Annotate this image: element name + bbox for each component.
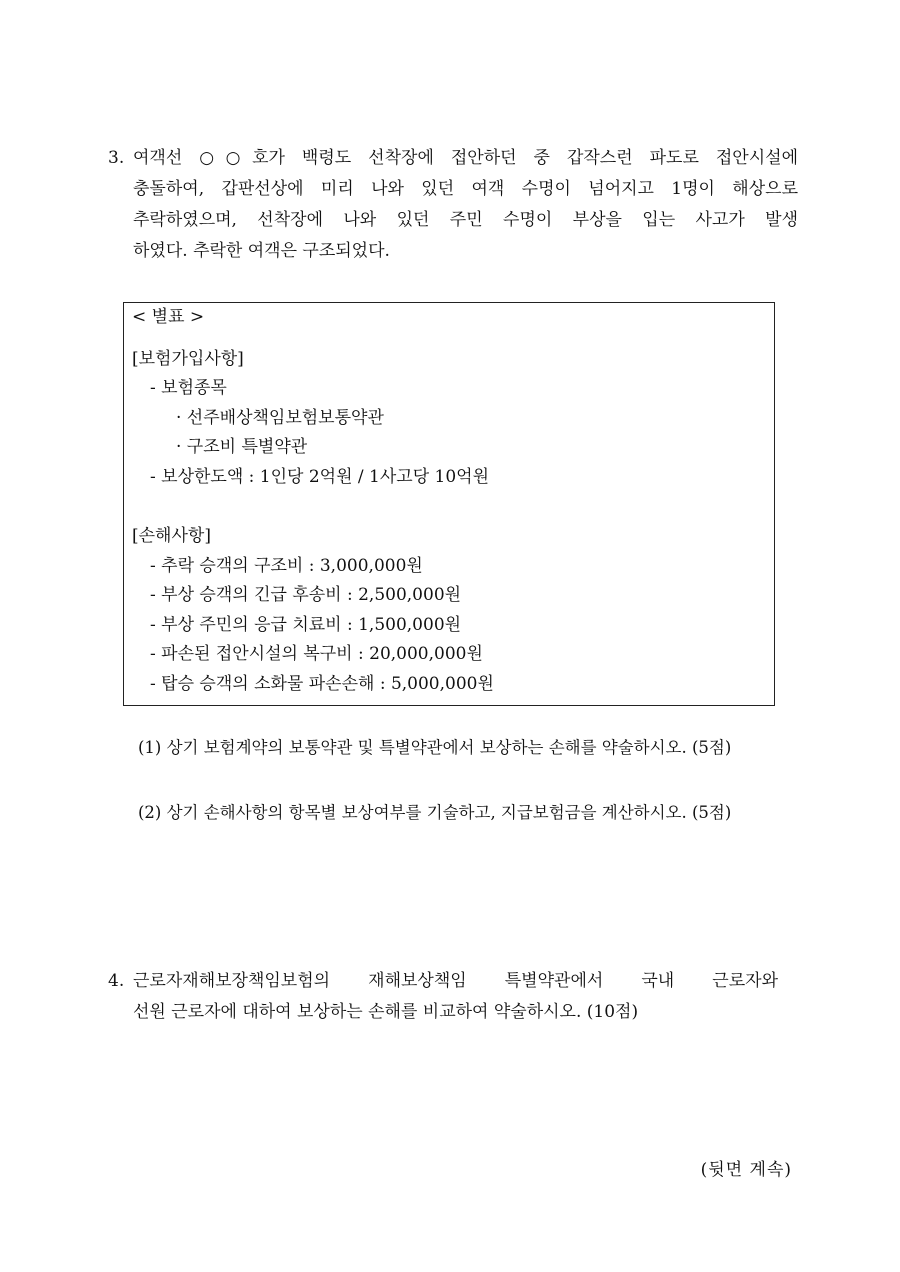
question-4 bbox=[108, 966, 778, 1028]
insurance-section-title: [보험가입사항] bbox=[132, 349, 244, 369]
coverage-limit: - 보상한도액 : 1인당 2억원 / 1사고당 10억원 bbox=[150, 467, 490, 487]
subquestion-2: (2) 상기 손해사항의 항목별 보상여부를 기술하고, 지급보험금을 계산하시오. (5점) bbox=[138, 803, 732, 822]
question-3-line bbox=[108, 174, 798, 205]
question-4-text-line-1: 근로자재해보장책임보험의 재해보상책임 특별약관에서 국내 근로자와 bbox=[133, 971, 778, 991]
damage-section-title: [손해사항] bbox=[132, 526, 211, 546]
question-3-number: 3. bbox=[108, 148, 125, 168]
question-4-text-line-2: 선원 근로자에 대하여 보상하는 손해를 비교하여 약술하시오. (10점) bbox=[133, 1002, 639, 1022]
attached-table-box bbox=[123, 302, 775, 706]
question-3-text-line-3: 추락하였으며, 선착장에 나와 있던 주민 수명이 부상을 입는 사고가 발생 bbox=[133, 210, 798, 230]
subquestion-1: (1) 상기 보험계약의 보통약관 및 특별약관에서 보상하는 손해를 약술하시오. (5점) bbox=[138, 738, 732, 757]
insurance-item: · 구조비 특별약관 bbox=[176, 437, 308, 457]
question-3-line bbox=[108, 143, 798, 174]
damage-item: - 부상 주민의 응급 치료비 : 1,500,000원 bbox=[150, 615, 462, 635]
question-3-line bbox=[108, 205, 798, 236]
question-3-text-line-2: 충돌하여, 갑판선상에 미리 나와 있던 여객 수명이 넘어지고 1명이 해상으로 bbox=[133, 179, 798, 199]
damage-item: - 추락 승객의 구조비 : 3,000,000원 bbox=[150, 556, 423, 576]
question-3 bbox=[108, 143, 798, 267]
question-3-line bbox=[108, 236, 798, 267]
continued-on-back-note: (뒷면 계속) bbox=[700, 1160, 792, 1180]
damage-item: - 부상 승객의 긴급 후송비 : 2,500,000원 bbox=[150, 585, 462, 605]
question-4-line bbox=[108, 997, 778, 1028]
insurance-type-label: - 보험종목 bbox=[150, 378, 227, 398]
question-3-text-line-1: 여객선 ○○호가 백령도 선착장에 접안하던 중 갑작스런 파도로 접안시설에 bbox=[133, 148, 798, 168]
table-header: < 별표 > bbox=[132, 307, 205, 327]
insurance-item: · 선주배상책임보험보통약관 bbox=[176, 408, 384, 428]
question-4-line bbox=[108, 966, 778, 997]
question-4-number: 4. bbox=[108, 971, 125, 991]
question-3-text-line-4: 하였다. 추락한 여객은 구조되었다. bbox=[133, 241, 390, 261]
damage-item: - 탑승 승객의 소화물 파손손해 : 5,000,000원 bbox=[150, 674, 494, 694]
damage-item: - 파손된 접안시설의 복구비 : 20,000,000원 bbox=[150, 644, 483, 664]
